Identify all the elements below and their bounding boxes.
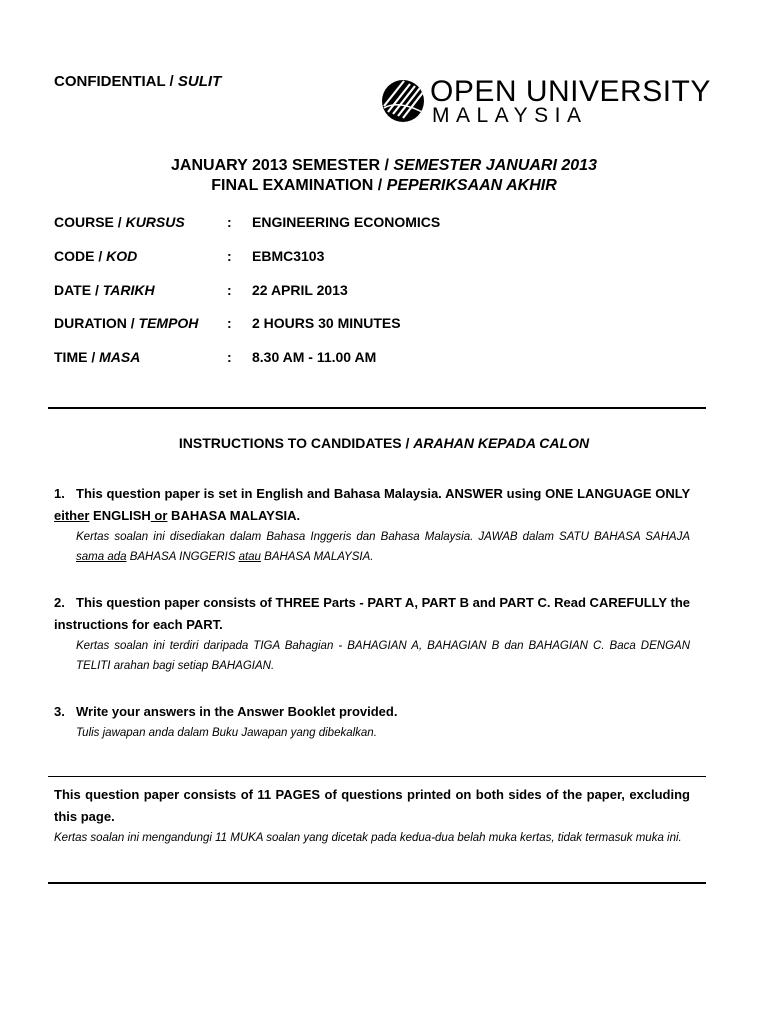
detail-colon: : — [227, 282, 232, 298]
exam-en: FINAL EXAMINATION — [211, 177, 374, 194]
instruction-en: 2. This question paper consists of THREE Parts - PART A, PART B and PART C. Read CAREFULLY the instructions for each PART. — [54, 595, 690, 632]
detail-label: DURATION / TEMPOH — [54, 315, 199, 331]
divider — [48, 776, 706, 777]
instruction-ms: Kertas soalan ini disediakan dalam Bahasa Inggeris dan Bahasa Malaysia. JAWAB dalam SATU BAHASA SAHAJA sama ada BAHASA INGGERIS atau BAHASA MALAYSIA. — [76, 531, 690, 563]
detail-value: EBMC3103 — [252, 248, 325, 264]
instructions-title-ms: ARAHAN KEPADA CALON — [413, 435, 590, 451]
instruction-item-1 — [54, 483, 690, 567]
instruction-item-3 — [54, 701, 690, 743]
detail-value: 22 APRIL 2013 — [252, 282, 348, 298]
detail-label: DATE / TARIKH — [54, 282, 155, 298]
instructions-title-en: INSTRUCTIONS TO CANDIDATES — [178, 435, 402, 451]
detail-duration — [54, 315, 714, 335]
detail-colon: : — [227, 248, 232, 264]
instruction-item-2 — [54, 592, 690, 676]
confidential-label — [54, 73, 221, 90]
university-logo — [380, 75, 711, 130]
logo-malaysia: MALAYSIA — [432, 104, 588, 127]
title-separator: / — [373, 177, 387, 194]
instruction-ms: Kertas soalan ini terdiri daripada TIGA Bahagian - BAHAGIAN A, BAHAGIAN B dan BAHAGIAN C. Baca DENGAN TELITI arahan bagi setiap BAHAGIAN. — [76, 640, 690, 672]
page-count-en: This question paper consists of 11 PAGES of questions printed on both sides of the paper, excluding this page. — [54, 787, 690, 824]
sulit-text: SULIT — [177, 73, 222, 90]
title-separator: / — [380, 157, 394, 174]
divider — [48, 882, 706, 884]
confidential-text: CONFIDENTIAL — [54, 73, 166, 90]
detail-value: ENGINEERING ECONOMICS — [252, 214, 441, 230]
header-separator: / — [165, 73, 178, 90]
detail-label: TIME / MASA — [54, 349, 141, 365]
exam-title — [0, 176, 768, 196]
detail-course — [54, 214, 714, 234]
detail-code — [54, 248, 714, 268]
instruction-en: 3. Write your answers in the Answer Booklet provided. — [54, 704, 398, 719]
semester-en: JANUARY 2013 SEMESTER — [171, 157, 380, 174]
page-count-note — [54, 784, 690, 848]
detail-value: 2 HOURS 30 MINUTES — [252, 315, 401, 331]
detail-label: CODE / KOD — [54, 248, 138, 264]
detail-time — [54, 349, 714, 369]
detail-colon: : — [227, 315, 232, 331]
exam-ms: PEPERIKSAAN AKHIR — [386, 177, 557, 194]
instructions-title: INSTRUCTIONS TO CANDIDATES / ARAHAN KEPADA CALON — [178, 435, 590, 451]
semester-title — [0, 156, 768, 176]
detail-date — [54, 282, 714, 302]
detail-colon: : — [227, 349, 232, 365]
semester-ms: SEMESTER JANUARI 2013 — [393, 157, 597, 174]
divider — [48, 407, 706, 409]
instruction-ms: Tulis jawapan anda dalam Buku Jawapan yang dibekalkan. — [76, 727, 377, 739]
detail-label: COURSE / KURSUS — [54, 214, 185, 230]
detail-value: 8.30 AM - 11.00 AM — [252, 349, 377, 365]
instruction-en: 1. This question paper is set in English and Bahasa Malaysia. ANSWER using ONE LANGUAGE ONLY either ENGLISH or BAHASA MALAYSIA. — [54, 486, 690, 523]
page-count-ms: Kertas soalan ini mengandungi 11 MUKA soalan yang dicetak pada kedua-dua belah muka kertas, tidak termasuk muka ini. — [54, 832, 682, 844]
logo-open-university: OPEN UNIVERSITY — [430, 75, 711, 108]
detail-colon: : — [227, 214, 232, 230]
oum-globe-icon — [380, 78, 426, 124]
